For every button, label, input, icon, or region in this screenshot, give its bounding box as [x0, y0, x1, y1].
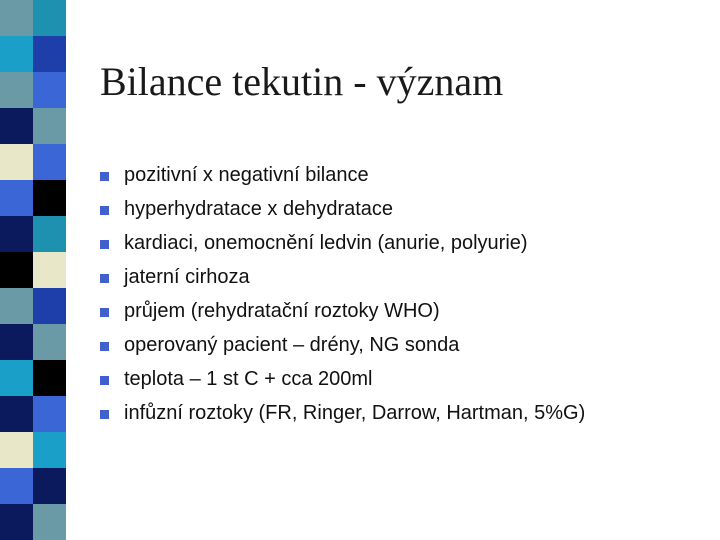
- bullet-text: pozitivní x negativní bilance: [124, 163, 369, 186]
- list-item: [100, 362, 585, 396]
- square-bullet-icon: [100, 342, 109, 351]
- square-bullet-icon: [100, 410, 109, 419]
- stripe-segment: [0, 0, 33, 36]
- stripe-segment: [0, 360, 33, 396]
- stripe-segment: [0, 72, 33, 108]
- decorative-stripe: [0, 0, 66, 540]
- stripe-segment: [0, 216, 33, 252]
- stripe-segment: [0, 396, 33, 432]
- stripe-segment: [33, 504, 66, 540]
- list-item: [100, 226, 585, 260]
- bullet-text: jaterní cirhoza: [124, 265, 250, 288]
- bullet-text: operovaný pacient – drény, NG sonda: [124, 333, 460, 356]
- list-item: [100, 260, 585, 294]
- stripe-segment: [33, 360, 66, 396]
- square-bullet-icon: [100, 172, 109, 181]
- bullet-list: [100, 158, 585, 430]
- bullet-text: teplota – 1 st C + cca 200ml: [124, 367, 373, 390]
- stripe-segment: [33, 324, 66, 360]
- bullet-text: kardiaci, onemocnění ledvin (anurie, polyurie): [124, 231, 528, 254]
- stripe-segment: [33, 396, 66, 432]
- square-bullet-icon: [100, 240, 109, 249]
- bullet-text: infůzní roztoky (FR, Ringer, Darrow, Hartman, 5%G): [124, 401, 586, 424]
- stripe-segment: [0, 36, 33, 72]
- stripe-segment: [0, 504, 33, 540]
- stripe-segment: [0, 288, 33, 324]
- stripe-segment: [0, 180, 33, 216]
- stripe-segment: [33, 0, 66, 36]
- stripe-segment: [33, 36, 66, 72]
- square-bullet-icon: [100, 206, 109, 215]
- stripe-segment: [33, 468, 66, 504]
- list-item: [100, 294, 585, 328]
- stripe-segment: [0, 144, 33, 180]
- square-bullet-icon: [100, 376, 109, 385]
- stripe-segment: [33, 288, 66, 324]
- stripe-segment: [0, 252, 33, 288]
- stripe-segment: [33, 144, 66, 180]
- stripe-segment: [0, 468, 33, 504]
- stripe-segment: [33, 72, 66, 108]
- slide-title: Bilance tekutin - význam: [100, 59, 504, 104]
- list-item: [100, 158, 585, 192]
- list-item: [100, 396, 585, 430]
- bullet-text: hyperhydratace x dehydratace: [124, 197, 394, 220]
- stripe-segment: [33, 216, 66, 252]
- stripe-segment: [33, 180, 66, 216]
- stripe-segment: [0, 324, 33, 360]
- stripe-segment: [33, 108, 66, 144]
- stripe-segment: [0, 108, 33, 144]
- list-item: [100, 328, 585, 362]
- square-bullet-icon: [100, 274, 109, 283]
- bullet-text: průjem (rehydratační roztoky WHO): [124, 299, 440, 322]
- list-item: [100, 192, 585, 226]
- stripe-segment: [33, 252, 66, 288]
- stripe-segment: [0, 432, 33, 468]
- square-bullet-icon: [100, 308, 109, 317]
- stripe-segment: [33, 432, 66, 468]
